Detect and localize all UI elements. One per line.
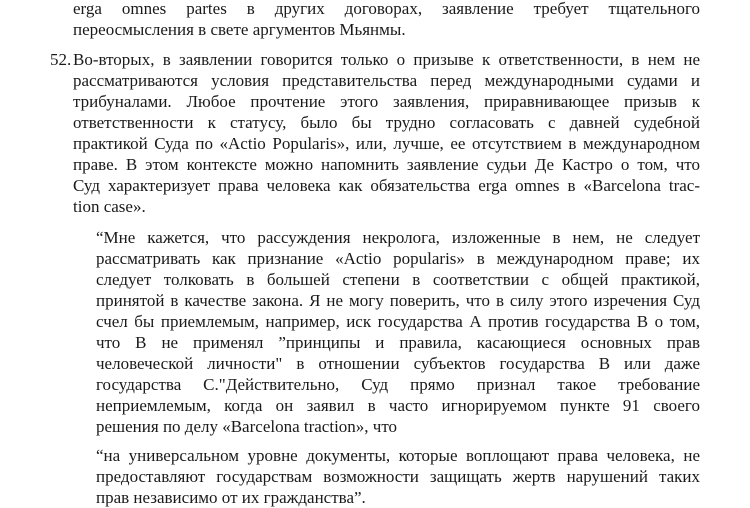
quote-line: государства С."Действительно, Суд прямо признал такое требование [96,375,700,394]
quote-line: неприемлемым, когда он заявил в часто игнорируемом пункте 91 своего [96,396,700,415]
text-line: рассматриваются условия представительства перед международными судами и [73,71,700,90]
quote-line: предоставляют государствам возможности защищать жертв нарушений таких [96,467,700,486]
text-line: переосмысления в свете аргументов Мьянмы. [73,20,406,39]
quote-line: решения по делу «Barcelona traction», что [96,417,398,436]
quote-line: принятой в качестве закона. Я не могу поверить, что в силу этого изречения Суд [96,291,700,310]
quote-line: следует толковать в большей степени в соответствии с общей практикой, [96,270,700,289]
text-line: Суд характеризует права человека как обязательства erga omnes в «Barcelona trac- [73,176,700,195]
quote-line: человеческой личности" в отношении субъектов государства В или даже [96,354,700,373]
quote-line: “на универсальном уровне документы, которые воплощают права человека, не [96,446,700,465]
quote-line: что В не применял ”принципы и правила, касающиеся основных прав [96,333,700,352]
text-line: ответственности к статусу, было бы трудно согласовать с давней судебной [73,113,700,132]
text-line: праве. В этом контексте можно напомнить заявление судьи Де Кастро о том, что [73,155,700,174]
text-line: практикой Суда по «Actio Popularis», или, лучше, ее отсутствием в международном [73,134,700,153]
quote-line: рассматривать как признание «Actio popularis» в международном праве; их [96,249,700,268]
text-line: tion case». [73,197,146,216]
quote-line: прав независимо от их гражданства”. [96,488,366,507]
quote-line: счел бы приемлемым, например, иск государства А против государства В о том, [96,312,700,331]
quote-line: “Мне кажется, что рассуждения некролога, изложенные в нем, не следует [96,228,700,247]
text-line: erga omnes partes в других договорах, заявление требует тщательного [73,0,700,18]
paragraph-number: 52. [50,50,72,69]
text-line: Во-вторых, в заявлении говорится только о призыве к ответственности, в нем не [73,50,700,69]
text-line: трибуналами. Любое прочтение этого заявления, приравнивающее призыв к [73,92,700,111]
